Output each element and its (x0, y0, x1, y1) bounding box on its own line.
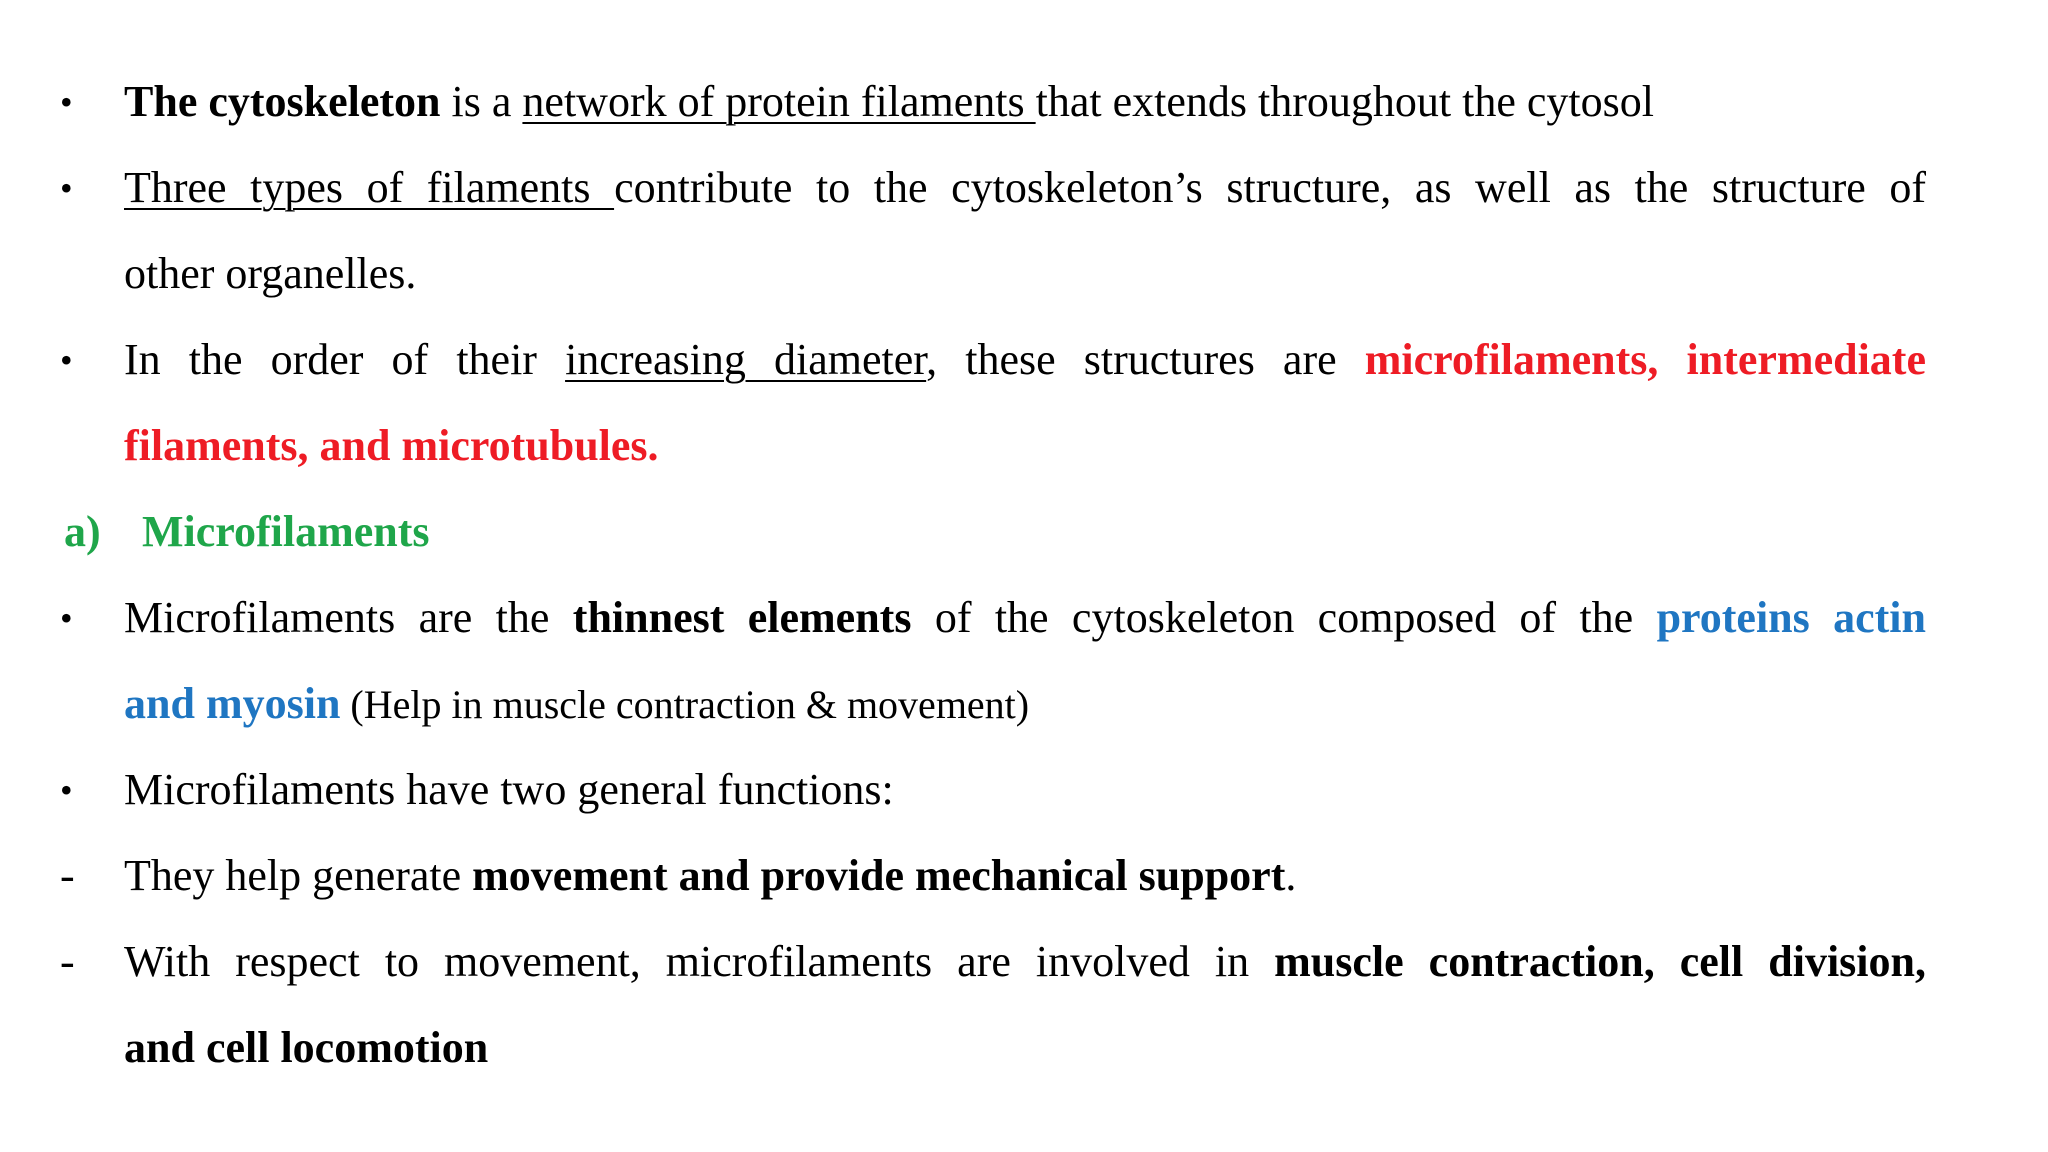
highlight-red-continuation: filaments, and microtubules. (124, 421, 659, 470)
highlight-blue: proteins actin (1656, 593, 1926, 642)
bullet-text (124, 317, 1926, 403)
text-segment: that extends throughout the cytosol (1035, 77, 1654, 126)
continuation-text: other organelles. (124, 249, 417, 298)
heading-text: Microfilaments (142, 507, 430, 556)
dash-text (124, 919, 1926, 1005)
bullet-text (124, 575, 1926, 661)
highlight-red: microfilaments, intermediate (1364, 335, 1926, 384)
text-segment: Microfilaments are the (124, 593, 573, 642)
bullet-text (124, 145, 1926, 231)
bold-term-cytoskeleton: The cytoskeleton (124, 77, 441, 126)
text-segment: of the cytoskeleton composed of the (911, 593, 1657, 642)
underlined-phrase: Three types of filaments (124, 163, 615, 212)
bullet-marker: • (60, 340, 73, 380)
bullet-marker: • (60, 770, 73, 810)
bold-phrase: thinnest elements (572, 593, 912, 642)
bullet-row-order-diameter (0, 317, 2048, 403)
bullet-row-thinnest-elements (0, 575, 2048, 661)
underlined-phrase: increasing diameter (565, 335, 927, 384)
bold-continuation: and cell locomotion (124, 1023, 489, 1072)
dash-row-movement-involvement (0, 919, 2048, 1005)
underlined-phrase: network of protein filaments (522, 77, 1036, 126)
bullet-row-continuation (0, 231, 2048, 317)
bullet-marker: • (60, 598, 73, 638)
continuation-text (124, 661, 1029, 748)
text-segment: , these structures are (926, 335, 1365, 384)
bullet-row-cytoskeleton-definition (0, 59, 2048, 145)
dash-marker: - (60, 851, 75, 900)
text-segment: They help generate (124, 851, 473, 900)
bullet-text (124, 59, 1654, 145)
dash-text (124, 833, 1296, 919)
dash-row-continuation (0, 1005, 2048, 1091)
text-segment: In the order of their (124, 335, 566, 384)
bullet-text: Microfilaments have two general functions: (124, 765, 894, 814)
parenthetical-note: (Help in muscle contraction & movement) (340, 682, 1030, 727)
bullet-row-two-functions (0, 747, 2048, 833)
highlight-blue-continuation: and myosin (124, 679, 341, 728)
bullet-row-continuation (0, 403, 2048, 489)
bullet-row-continuation (0, 661, 2048, 747)
bullet-row-three-types (0, 145, 2048, 231)
dash-marker: - (60, 937, 75, 986)
text-segment: With respect to movement, microfilaments are involved in (124, 937, 1275, 986)
section-heading-microfilaments (0, 489, 2048, 575)
dash-row-movement-support (0, 833, 2048, 919)
bold-phrase: muscle contraction, cell division, (1274, 937, 1926, 986)
text-segment: is a (440, 77, 523, 126)
bold-phrase: movement and provide mechanical support (472, 851, 1286, 900)
bullet-marker: • (60, 168, 73, 208)
text-segment: contribute to the cytoskeleton’s structure, as well as the structure of (614, 163, 1926, 212)
text-segment: . (1285, 851, 1297, 900)
heading-marker: a) (64, 507, 101, 556)
bullet-marker: • (60, 82, 73, 122)
